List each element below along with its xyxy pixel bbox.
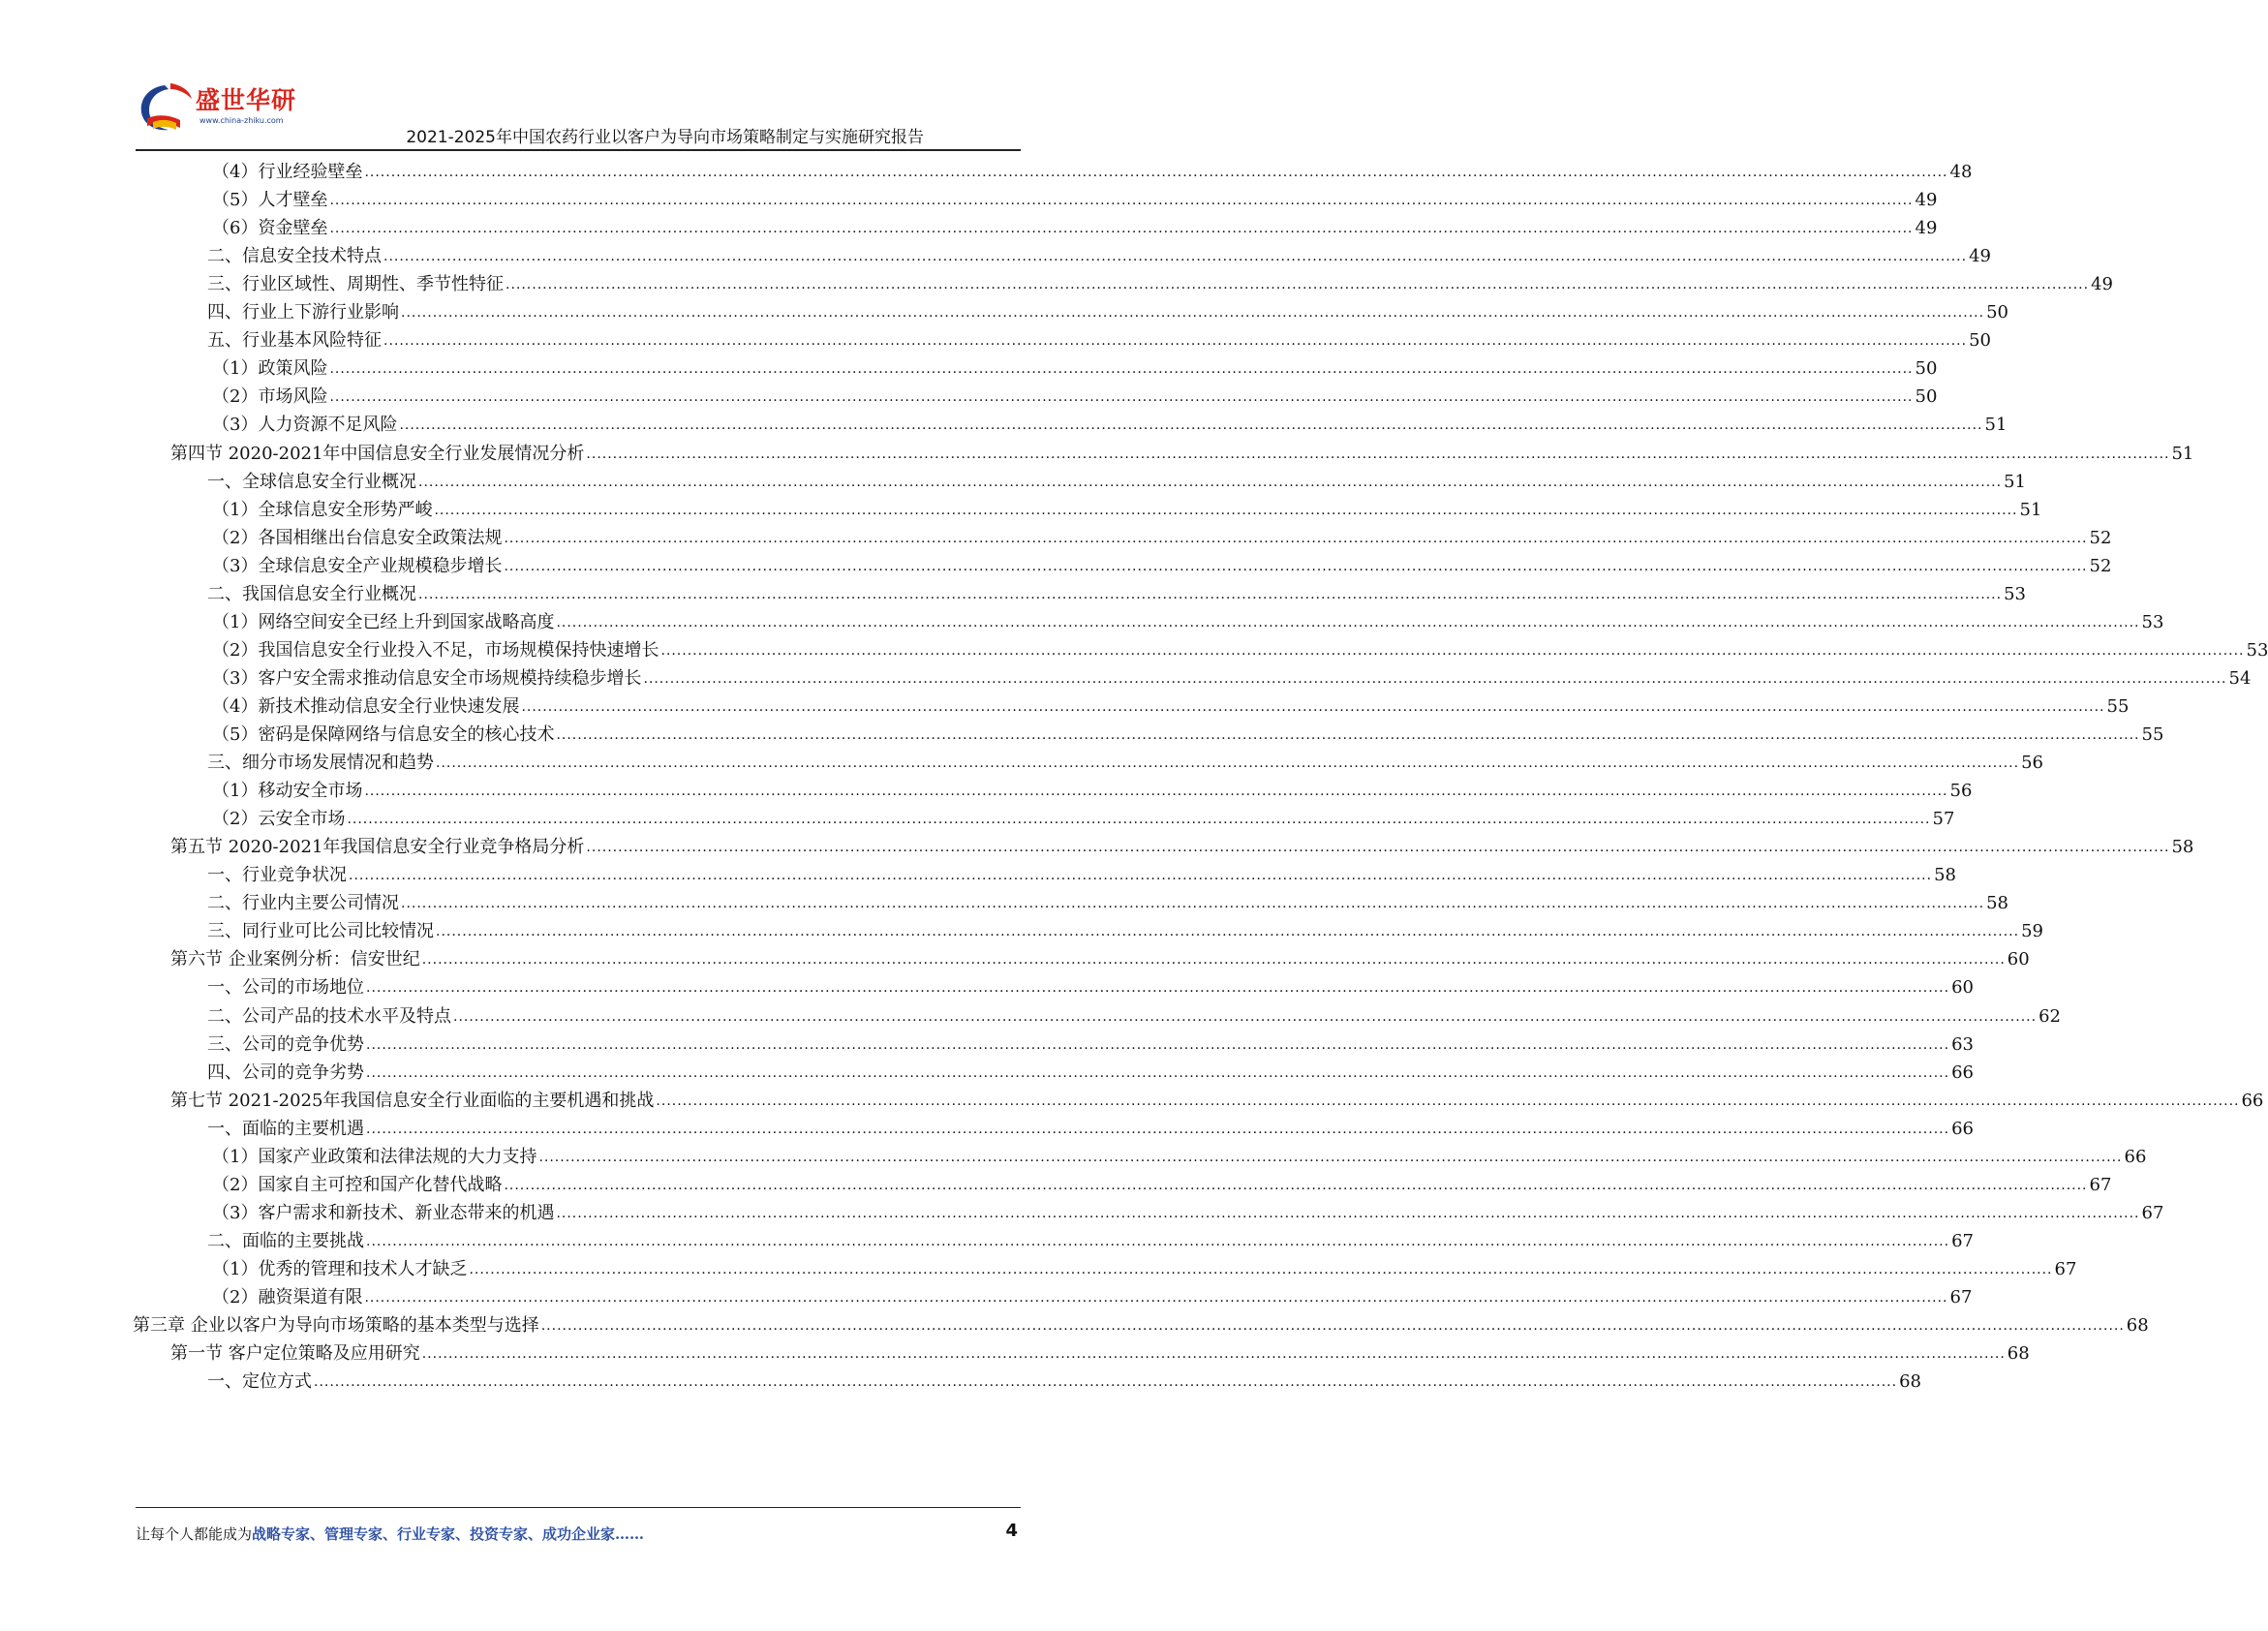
toc-leader-dots: ............................................................................................................................................................................................................................................................................................................ — [436, 755, 2020, 772]
toc-entry-page: 59 — [2021, 921, 2043, 942]
toc-entry[interactable] — [207, 999, 2061, 1029]
toc-entry[interactable] — [207, 1364, 1921, 1394]
toc-leader-dots: ............................................................................................................................................................................................................................................................................................................ — [504, 530, 2088, 546]
toc-entry-title: 二、面临的主要挑战 — [207, 1230, 364, 1251]
footer-slogan-roles: 战略专家、管理专家、行业专家、投资专家、成功企业家…… — [252, 1525, 645, 1543]
toc-entry[interactable] — [212, 379, 1938, 409]
toc-entry-title: （2）各国相继出台信息安全政策法规 — [212, 527, 503, 548]
toc-leader-dots: ............................................................................................................................................................................................................................................................................................................ — [329, 221, 1914, 237]
toc-entry-title: （2）融资渠道有限 — [212, 1287, 363, 1308]
footer-slogan-prefix: 让每个人都能成为 — [136, 1525, 253, 1543]
toc-leader-dots: ............................................................................................................................................................................................................................................................................................................ — [504, 1177, 2088, 1193]
toc-entry-page: 67 — [2141, 1202, 2164, 1223]
toc-entry-page: 55 — [2106, 695, 2130, 717]
toc-entry[interactable] — [207, 745, 2043, 775]
toc-entry-title: 第五节 2020-2021年我国信息安全行业竞争格局分析 — [170, 837, 585, 858]
toc-entry-page: 52 — [2089, 527, 2112, 548]
toc-leader-dots: ............................................................................................................................................................................................................................................................................................................ — [556, 614, 2140, 631]
toc-entry-title: 第四节 2020-2021年中国信息安全行业发展情况分析 — [170, 443, 585, 464]
toc-entry-title: 一、公司的市场地位 — [207, 977, 364, 999]
toc-entry-page: 50 — [1915, 386, 1938, 408]
toc-entry[interactable] — [207, 576, 2026, 606]
toc-entry[interactable] — [207, 969, 1974, 1000]
toc-entry[interactable] — [212, 689, 2130, 719]
toc-entry-page: 49 — [2091, 274, 2113, 295]
page-number: 4 — [1005, 1521, 1018, 1541]
toc-leader-dots: ............................................................................................................................................................................................................................................................................................................ — [329, 193, 1914, 209]
toc-entry-page: 51 — [2019, 499, 2042, 520]
company-logo — [136, 79, 300, 139]
toc-entry[interactable] — [212, 182, 1938, 212]
toc-entry[interactable] — [170, 829, 2194, 859]
toc-entry-page: 67 — [2089, 1174, 2112, 1195]
toc-entry-page: 50 — [1969, 330, 1991, 352]
toc-entry[interactable] — [170, 436, 2194, 466]
toc-entry-title: 一、行业竞争状况 — [207, 865, 347, 886]
toc-leader-dots: ............................................................................................................................................................................................................................................................................................................ — [421, 1346, 2006, 1363]
toc-leader-dots: ............................................................................................................................................................................................................................................................................................................ — [586, 446, 2170, 462]
toc-entry-title: 三、同行业可比公司比较情况 — [207, 921, 434, 942]
toc-entry[interactable] — [212, 717, 2164, 747]
toc-entry[interactable] — [212, 210, 1938, 240]
toc-leader-dots: ............................................................................................................................................................................................................................................................................................................ — [401, 896, 1985, 912]
toc-entry-title: （3）全球信息安全产业规模稳步增长 — [212, 555, 503, 576]
toc-leader-dots: ............................................................................................................................................................................................................................................................................................................ — [329, 361, 1914, 378]
toc-entry-title: （3）客户安全需求推动信息安全市场规模持续稳步增长 — [212, 667, 642, 689]
toc-entry-page: 55 — [2141, 724, 2164, 745]
toc-entry[interactable] — [207, 913, 2043, 943]
toc-entry[interactable] — [207, 857, 1956, 887]
toc-entry-page: 57 — [1932, 809, 1955, 830]
toc-entry-page: 49 — [1915, 190, 1938, 211]
toc-leader-dots: ............................................................................................................................................................................................................................................................................................................ — [364, 165, 1948, 180]
toc-entry[interactable] — [207, 885, 2008, 915]
toc-leader-dots: ............................................................................................................................................................................................................................................................................................................ — [347, 812, 1931, 828]
toc-entry[interactable] — [212, 801, 1955, 831]
toc-entry-page: 49 — [1915, 218, 1938, 239]
toc-leader-dots: ............................................................................................................................................................................................................................................................................................................ — [383, 249, 1968, 265]
toc-entry[interactable] — [207, 238, 1991, 268]
toc-entry[interactable] — [207, 266, 2113, 296]
toc-entry[interactable] — [212, 604, 2164, 634]
toc-entry-page: 66 — [1951, 1118, 1974, 1139]
toc-entry-page: 58 — [1986, 893, 2008, 914]
toc-entry-title: 二、我国信息安全行业概况 — [207, 583, 416, 604]
toc-entry[interactable] — [207, 1223, 1974, 1253]
toc-entry[interactable] — [212, 548, 2112, 578]
toc-leader-dots: ............................................................................................................................................................................................................................................................................................................ — [660, 642, 2245, 659]
toc-entry[interactable] — [207, 1055, 1974, 1085]
toc-leader-dots: ............................................................................................................................................................................................................................................................................................................ — [366, 1036, 1950, 1053]
toc-leader-dots: ............................................................................................................................................................................................................................................................................................................ — [401, 305, 1985, 322]
toc-entry-page: 50 — [1915, 358, 1938, 380]
toc-entry[interactable] — [212, 1251, 2077, 1281]
toc-entry-page: 68 — [2126, 1315, 2149, 1337]
toc-entry[interactable] — [212, 520, 2112, 550]
toc-leader-dots: ............................................................................................................................................................................................................................................................................................................ — [399, 417, 1983, 434]
toc-entry[interactable] — [212, 407, 2007, 437]
toc-entry-page: 56 — [1949, 781, 1973, 802]
toc-entry-page: 62 — [2038, 1005, 2061, 1027]
toc-entry-title: 第七节 2021-2025年我国信息安全行业面临的主要机遇和挑战 — [170, 1090, 655, 1111]
toc-entry-title: 三、行业区域性、周期性、季节性特征 — [207, 274, 504, 295]
toc-leader-dots: ............................................................................................................................................................................................................................................................................................................ — [586, 840, 2170, 856]
toc-leader-dots: ............................................................................................................................................................................................................................................................................................................ — [418, 586, 2003, 602]
toc-entry-title: 第三章 企业以客户为导向市场策略的基本类型与选择 — [133, 1315, 539, 1337]
toc-entry-page: 53 — [2004, 583, 2026, 604]
toc-entry-title: 四、行业上下游行业影响 — [207, 302, 399, 323]
toc-entry-title: 二、公司产品的技术水平及特点 — [207, 1005, 451, 1027]
toc-entry-page: 48 — [1949, 162, 1973, 182]
toc-leader-dots: ............................................................................................................................................................................................................................................................................................................ — [436, 924, 2020, 940]
toc-entry-title: 第一节 客户定位策略及应用研究 — [170, 1343, 420, 1365]
toc-entry-title: 一、面临的主要机遇 — [207, 1118, 364, 1139]
toc-entry-page: 52 — [2089, 555, 2112, 576]
toc-entry[interactable] — [212, 1139, 2147, 1169]
toc-entry[interactable] — [212, 1195, 2164, 1225]
toc-leader-dots: ............................................................................................................................................................................................................................................................................................................ — [434, 502, 2018, 518]
toc-entry-page: 53 — [2141, 611, 2164, 632]
toc-entry-page: 51 — [1984, 415, 2007, 436]
toc-entry-title: （3）客户需求和新技术、新业态带来的机遇 — [212, 1202, 555, 1223]
toc-entry[interactable] — [207, 1027, 1974, 1057]
toc-entry[interactable] — [207, 1111, 1974, 1141]
toc-entry-page: 66 — [1951, 1062, 1974, 1083]
toc-entry-title: 第六节 企业案例分析：信安世纪 — [170, 949, 420, 970]
header-divider — [136, 149, 1021, 151]
toc-leader-dots: ............................................................................................................................................................................................................................................................................................................ — [556, 1205, 2140, 1221]
toc-entry[interactable] — [212, 661, 2252, 691]
toc-entry-page: 60 — [1951, 977, 1974, 999]
toc-entry[interactable] — [207, 323, 1991, 353]
toc-entry-title: 三、细分市场发展情况和趋势 — [207, 753, 434, 774]
toc-entry-page: 53 — [2246, 639, 2268, 661]
toc-leader-dots: ............................................................................................................................................................................................................................................................................................................ — [469, 1261, 2053, 1277]
toc-entry-page: 60 — [2007, 949, 2030, 970]
toc-leader-dots: ............................................................................................................................................................................................................................................................................................................ — [314, 1374, 1898, 1391]
toc-entry[interactable] — [207, 464, 2026, 494]
toc-leader-dots: ............................................................................................................................................................................................................................................................................................................ — [643, 670, 2227, 687]
logo-swoosh-icon — [136, 79, 198, 138]
toc-entry-title: （1）网络空间安全已经上升到国家战略高度 — [212, 611, 555, 632]
toc-leader-dots: ............................................................................................................................................................................................................................................................................................................ — [656, 1092, 2240, 1109]
toc-entry-page: 66 — [2241, 1090, 2264, 1111]
toc-leader-dots: ............................................................................................................................................................................................................................................................................................................ — [366, 1064, 1950, 1081]
toc-entry[interactable] — [212, 1167, 2112, 1197]
toc-entry-page: 58 — [1934, 865, 1956, 886]
toc-entry-page: 68 — [1899, 1371, 1921, 1393]
toc-leader-dots: ............................................................................................................................................................................................................................................................................................................ — [538, 1149, 2123, 1165]
toc-entry-title: （1）优秀的管理和技术人才缺乏 — [212, 1258, 468, 1279]
toc-entry[interactable] — [212, 773, 1973, 803]
toc-entry-page: 49 — [1969, 246, 1991, 267]
toc-entry[interactable] — [212, 154, 1973, 184]
toc-entry-page: 63 — [1951, 1033, 1974, 1055]
toc-leader-dots: ............................................................................................................................................................................................................................................................................................................ — [453, 1008, 2038, 1025]
toc-entry-title: （4）行业经验壁垒 — [212, 162, 363, 182]
toc-entry-title: 二、行业内主要公司情况 — [207, 893, 399, 914]
toc-entry-title: （1）全球信息安全形势严峻 — [212, 499, 433, 520]
toc-entry-title: （5）密码是保障网络与信息安全的核心技术 — [212, 724, 555, 745]
toc-entry-title: 三、公司的竞争优势 — [207, 1033, 364, 1055]
toc-entry[interactable] — [212, 492, 2042, 522]
toc-leader-dots: ............................................................................................................................................................................................................................................................................................................ — [418, 474, 2003, 490]
toc-entry-title: 二、信息安全技术特点 — [207, 246, 382, 267]
toc-leader-dots: ............................................................................................................................................................................................................................................................................................................ — [329, 389, 1914, 406]
footer-divider — [136, 1507, 1021, 1508]
toc-entry-page: 51 — [2171, 443, 2194, 464]
toc-entry[interactable] — [212, 1279, 1973, 1309]
toc-entry-title: （1）政策风险 — [212, 358, 328, 380]
toc-entry-title: （6）资金壁垒 — [212, 218, 328, 239]
toc-leader-dots: ............................................................................................................................................................................................................................................................................................................ — [556, 727, 2140, 743]
toc-entry-page: 66 — [2124, 1146, 2147, 1167]
toc-entry-page: 51 — [2004, 471, 2026, 492]
toc-entry-title: 一、定位方式 — [207, 1371, 312, 1393]
toc-entry-title: （3）人力资源不足风险 — [212, 415, 398, 436]
toc-entry[interactable] — [170, 1083, 2264, 1113]
toc-entry-title: （4）新技术推动信息安全行业快速发展 — [212, 695, 520, 717]
toc-entry[interactable] — [170, 1336, 2030, 1366]
toc-entry[interactable] — [170, 941, 2030, 971]
toc-entry[interactable] — [207, 294, 2008, 324]
toc-entry-page: 56 — [2021, 753, 2043, 774]
toc-entry[interactable] — [133, 1308, 2149, 1338]
toc-leader-dots: ............................................................................................................................................................................................................................................................................................................ — [364, 784, 1948, 800]
toc-entry-title: 四、公司的竞争劣势 — [207, 1062, 364, 1083]
toc-entry-title: （2）云安全市场 — [212, 809, 346, 830]
toc-leader-dots: ............................................................................................................................................................................................................................................................................................................ — [366, 1233, 1950, 1249]
report-title: 2021-2025年中国农药行业以客户为导向市场策略制定与实施研究报告 — [406, 128, 924, 147]
toc-leader-dots: ............................................................................................................................................................................................................................................................................................................ — [364, 1290, 1948, 1306]
toc-entry-title: （2）我国信息安全行业投入不足，市场规模保持快速增长 — [212, 639, 659, 661]
toc-leader-dots: ............................................................................................................................................................................................................................................................................................................ — [366, 1121, 1950, 1137]
toc-entry-page: 67 — [1949, 1287, 1973, 1308]
footer-slogan — [136, 1523, 644, 1544]
toc-entry-page: 54 — [2228, 667, 2252, 689]
toc-entry-title: （5）人才壁垒 — [212, 190, 328, 211]
toc-entry-page: 67 — [2054, 1258, 2077, 1279]
toc-leader-dots: ............................................................................................................................................................................................................................................................................................................ — [521, 698, 2105, 715]
toc-entry-page: 67 — [1951, 1230, 1974, 1251]
toc-entry-title: （2）国家自主可控和国产化替代战略 — [212, 1174, 503, 1195]
toc-entry[interactable] — [212, 351, 1938, 381]
toc-entry-title: （2）市场风险 — [212, 386, 328, 408]
toc-leader-dots: ............................................................................................................................................................................................................................................................................................................ — [506, 277, 2090, 293]
toc-leader-dots: ............................................................................................................................................................................................................................................................................................................ — [540, 1318, 2125, 1335]
toc-entry-page: 68 — [2007, 1343, 2030, 1365]
toc-leader-dots: ............................................................................................................................................................................................................................................................................................................ — [504, 558, 2088, 574]
toc-entry-page: 50 — [1986, 302, 2008, 323]
logo-url: www.china-zhiku.com — [199, 116, 284, 125]
toc-leader-dots: ............................................................................................................................................................................................................................................................................................................ — [383, 333, 1968, 350]
logo-wordmark: 盛世华研 — [196, 86, 297, 114]
toc-entry-title: 一、全球信息安全行业概况 — [207, 471, 416, 492]
toc-entry-title: 五、行业基本风险特征 — [207, 330, 382, 352]
toc-entry-title: （1）移动安全市场 — [212, 781, 363, 802]
toc-entry-title: （1）国家产业政策和法律法规的大力支持 — [212, 1146, 537, 1167]
toc-leader-dots: ............................................................................................................................................................................................................................................................................................................ — [349, 868, 1933, 884]
toc-entry-page: 58 — [2171, 837, 2194, 858]
toc-leader-dots: ............................................................................................................................................................................................................................................................................................................ — [421, 952, 2006, 969]
toc-leader-dots: ............................................................................................................................................................................................................................................................................................................ — [366, 980, 1950, 997]
toc-entry[interactable] — [212, 632, 2268, 662]
